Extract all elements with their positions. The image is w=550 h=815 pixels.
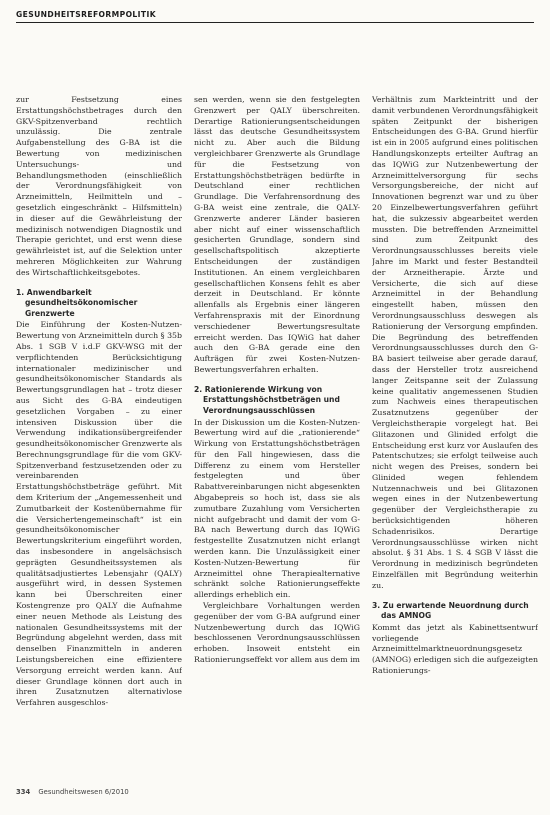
paragraph: Vergleichbare Vorhaltungen werden gegenüber der vom G-BA aufgrund einer Nutzenbewertung durch das IQWiG beschlossenen Verordnungsausschlüssen erhoben. Insoweit entsteht ein Rationierungseffekt vor allem aus dem im [194, 601, 360, 665]
article-columns [16, 95, 540, 785]
paragraph: Die Einführung der Kosten-Nutzen-Bewertung von Arzneimitteln durch § 35b Abs. 1 SGB V i.d.F GKV-WSG mit der verpflichtenden Berücksichtigung internationaler medizinischer und gesundheitsökonomischer Standards als Bewertungsgrundlagen hat – trotz dieser aus Sicht des G-BA eindeutigen gesetzlichen Vorgaben – zu einer intensiven Diskussion über die Verwendung indikationsübergreifender gesundheitsökonomischer Grenzwerte als Berechnungsgrundlage für die vom GKV-Spitzenverband festzusetzenden oder zu vereinbarenden Erstattungshöchstbeträge geführt. Mit dem Kriterium der „Angemessenheit und Zumutbarkeit der Kostenübernahme für die Versichertengemeinschaft“ ist ein gesundheitsökonomischer Bewertungskriterium eingeführt worden, das insbesondere in angelsächsisch geprägten Gesundheitssystemen als qualitätsadjustiertes Lebensjahr (QALY) ausgeführt wird, in dessen Systemen kann bei Überschreiten einer Kostengrenze pro QALY die Aufnahme einer neuen Methode als Leistung des nationalen Gesundheitssystems mit der Begründung abgelehnt werden, dass mit denselben Finanzmitteln in anderen Leistungsbereichen eine effizientere Versorgung erreicht werden kann. Auf dieser Grundlage können dort auch in ihren Zusatznutzen alternativlose Verfahren ausgeschlos- [16, 320, 182, 708]
paragraph: zur Festsetzung eines Erstattungshöchstbetrages durch den GKV-Spitzenverband rechtlich unzulässig. Die zentrale Aufgabenstellung des G-BA ist die Bewertung von medizinischen Untersuchungs- und Behandlungsmethoden (einschließlich der Verordnungsfähigkeit von Arzneimitteln, Heilmitteln und – gesetzlich eingeschränkt – Hilfsmitteln) in dieser auf die Gewährleistung der medizinisch notwendigen Diagnostik und Therapie gerichtet, und erst wenn diese gewährleistet ist, auf die Selektion unter mehreren Möglichkeiten zur Wahrung des Wirtschaftlichkeitsgebotes. [16, 95, 182, 277]
journal-name: Gesundheitswesen 6/2010 [38, 788, 129, 796]
subheading: 2. Rationierende Wirkung von Erstattungshöchstbeträgen und Verordnungsausschlüssen [194, 384, 340, 415]
column-3 [372, 95, 538, 785]
paragraph: Kommt das jetzt als Kabinettsentwurf vorliegende Arzneimittelmarktneuordnungsgesetz (AMNOG) erledigen sich die aufgezeigten Rationierungs- [372, 622, 538, 676]
header-rule [16, 22, 534, 23]
section-title: GESUNDHEITSREFORMPOLITIK [16, 10, 156, 19]
paragraph: sen werden, wenn sie den festgelegten Grenzwert per QALY überschreiten. Derartige Rationierungsentscheidungen lässt das deutsche Gesundheitssystem nicht zu. Aber auch die Bildung vergleichbarer Grenzwerte als Grundlage für die Festsetzung von Erstattungshöchstbeträgen bedürfte in Deutschland einer rechtlichen Grundlage. Die Verfahrensordnung des G-BA weist eine zentrale, die QALY-Grenzwerte anderer Länder basieren aber nicht auf einer wissenschaftlich gesicherten Grundlage, sondern sind gesellschaftspolitisch akzeptierte Entscheidungen der zuständigen Institutionen. An einem vergleichbaren gesellschaftlichen Konsens fehlt es aber derzeit in Deutschland. Er könnte allenfalls als Ergebnis einer längeren Verfahrenspraxis mit der Einordnung verschiedener Bewertungsresultate erreicht werden. Das IQWiG hat daher auch den G-BA gerade eine den Aufträgen für zwei Kosten-Nutzen-Bewertungsverfahren erhalten. [194, 95, 360, 374]
subheading: 1. Anwendbarkeit gesundheitsökonomischer Grenzwerte [16, 287, 138, 318]
page-number: 334 [16, 788, 31, 796]
column-1 [16, 95, 182, 785]
column-2 [194, 95, 360, 785]
page-footer [16, 788, 129, 796]
paragraph: Verhältnis zum Markteintritt und der damit verbundenen Verordnungsfähigkeit späten Zeitpunkt der bisherigen Entscheidungen des G-BA. Grund hierfür ist ein in 2005 aufgrund eines politischen Handlungskonzepts erteilter Auftrag an das IQWiG zur Nutzenbewertung der Arzneimittelversorgung für sechs Versorgungsbereiche, der nicht auf Innovationen begrenzt war und zu über 20 Einzelbewertungsverfahren geführt hat, die sukzessiv abgearbeitet werden mussten. Die betreffenden Arzneimittel sind zum Zeitpunkt des Verordnungsausschlusses bereits viele Jahre im Markt und fester Bestandteil der Arzneitherapie. Ärzte und Versicherte, die sich auf diese Arzneimittel in der Behandlung eingestellt haben, müssen den Verordnungsausschluss deswegen als Rationierung der Versorgung empfinden. Die Begründung des betreffenden Verordnungsausschlusses durch den G-BA basiert teilweise aber gerade darauf, dass der Hersteller trotz ausreichend langer Zeitspanne seit der Zulassung keine qualitativ angemessenen Studien zum Nachweis eines therapeutischen Zusatznutzens gegenüber der Vergleichstherapie vorgelegt hat. Bei Glitazonen und Glinided erfolgt die Entscheidung erst kurz vor Auslaufen des Patentschutzes; sie erfolgt teilweise auch nicht wegen des Preises, sondern bei Glinided wegen fehlendem Nutzennachweis und bei Glitazonen wegen eines in der Nutzenbewertung gegenüber der Vergleichstherapie zu berücksichtigenden höheren Schadenrisikos. Derartige Verordnungsausschlüsse wirken nicht absolut. § 31 Abs. 1 S. 4 SGB V lässt die Verordnung in medizinisch begründeten Einzelfällen mit Begründung weiterhin zu. [372, 95, 538, 590]
subheading: 3. Zu erwartende Neuordnung durch das AMNOG [372, 600, 529, 621]
paragraph: In der Diskussion um die Kosten-Nutzen-Bewertung wird auf die „rationierende“ Wirkung von Erstattungshöchstbeträgen für den Fall hingewiesen, dass die Differenz zu einem vom Hersteller festgelegten und über Rabattvereinbarungen nicht abgesenkten Abgabepreis so hoch ist, dass sie als zumutbare Zuzahlung vom Versicherten nicht aufgebracht und damit der vom G-BA nach Bewertung durch das IQWiG festgestellte Zusatznutzen nicht erlangt werden kann. Die Unzulässigkeit einer Kosten-Nutzen-Bewertung für Arzneimittel ohne Therapiealternative schränkt solche Rationierungseffekte allerdings erheblich ein. [194, 417, 360, 600]
